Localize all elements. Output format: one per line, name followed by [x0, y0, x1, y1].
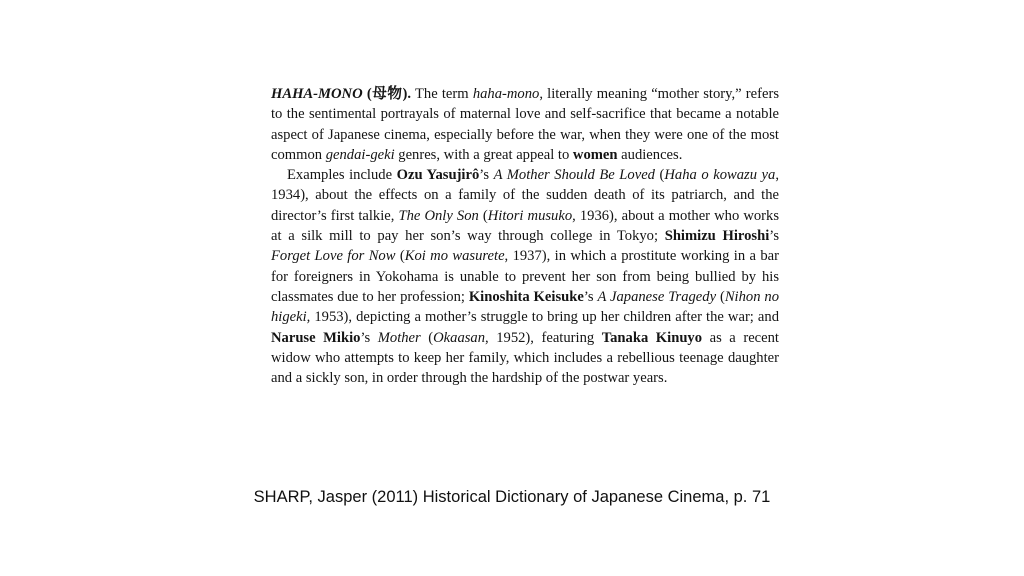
film-title: The Only Son — [398, 207, 479, 224]
dictionary-excerpt — [271, 84, 779, 388]
film-title: Mother — [377, 329, 421, 346]
entry-paragraph-definition: HAHA-MONO (母物). The term haha-mono, literally meaning “mother story,” refers to the sentimental portrayals of maternal love and self-sacrifice that became a notable aspect of Japanese cinema, especially before the war, when they were one of the most common gendai-geki genres, with a great appeal to women audiences. — [271, 86, 779, 163]
source-citation: SHARP, Jasper (2011) Historical Dictionary of Japanese Cinema, p. 71 — [253, 488, 771, 506]
cross-reference-ozu: Ozu Yasujirô — [396, 167, 480, 184]
entry-headword: HAHA-MONO (母物). — [271, 86, 412, 102]
cross-reference-naruse: Naruse Mikio — [271, 329, 361, 346]
film-title: A Mother Should Be Loved — [493, 167, 655, 184]
cross-reference-shimizu: Shimizu Hiroshi — [664, 228, 770, 245]
film-title: Forget Love for Now — [271, 248, 396, 265]
cross-reference-tanaka: Tanaka Kinuyo — [601, 329, 703, 346]
cross-reference-women: women — [572, 146, 618, 163]
entry-paragraph-examples: Examples include Ozu Yasujirô’s A Mother Should Be Loved (Haha o kowazu ya, 1934), about the effects on a family of the sudden death of its patriarch, and the director’s first talkie, The Only Son (Hitori musuko, 1936), about a mother who works at a silk mill to pay her son’s way through college in Tokyo; Shimizu Hiroshi’s Forget Love for Now (Koi mo wasurete, 1937), in which a prostitute working in a bar for foreigners in Yokohama is unable to prevent her son from being bullied by his classmates due to her profession; Kinoshita Keisuke’s A Japanese Tragedy (Nihon no higeki, 1953), depicting a mother’s struggle to bring up her children after the war; and Naruse Mikio’s Mother (Okaasan, 1952), featuring Tanaka Kinuyo as a recent widow who attempts to keep her family, which includes a rebellious teenage daughter and a sickly son, in order through the hardship of the postwar years. — [271, 167, 780, 387]
cross-reference-kinoshita: Kinoshita Keisuke — [468, 288, 584, 305]
film-title: A Japanese Tragedy — [597, 288, 717, 305]
